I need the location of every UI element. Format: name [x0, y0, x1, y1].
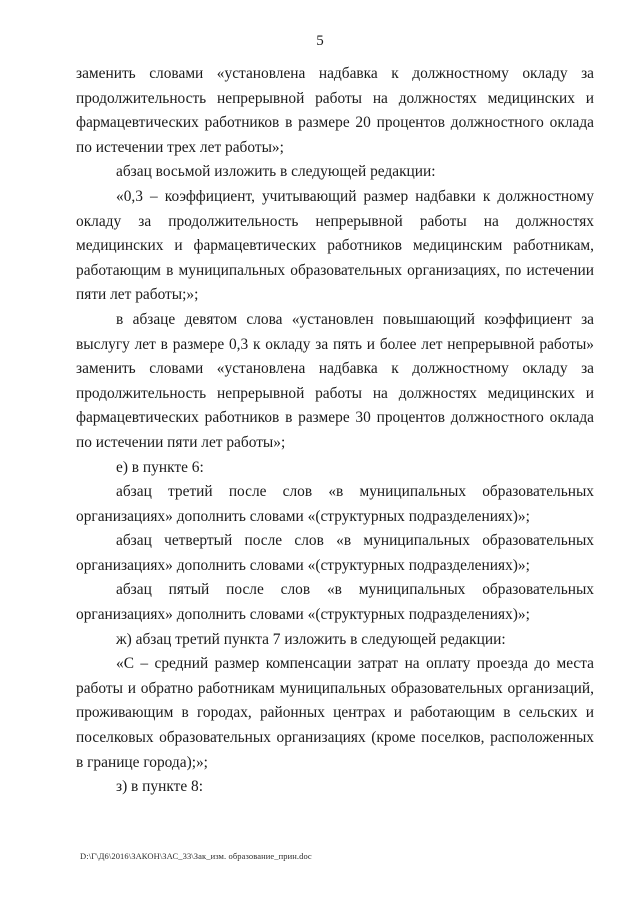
- paragraph: абзац восьмой изложить в следующей редакции:: [116, 163, 436, 181]
- paragraph: «0,3 – коэффициент, учитывающий размер надбавки к должностному окладу за продолжительность непрерывной работы на должностях медицинских и фармацевтических работников медицинским работникам, работающим в муниципальных образовательных организациях, по истечении пяти лет работы;»;: [76, 187, 594, 304]
- paragraph: е) в пункте 6:: [116, 458, 204, 476]
- paragraph: в абзаце девятом слова «установлен повышающий коэффициент за выслугу лет в размере 0,3 к окладу за пять и более лет непрерывной работы» заменить словами «установлена надбавка к должностному окладу за продолжительность непрерывной работы на должностях медицинских и фармацевтических работников в размере 30 процентов должностного оклада по истечении пяти лет работы»;: [76, 310, 594, 451]
- paragraph: «С – средний размер компенсации затрат на оплату проезда до места работы и обратно работникам муниципальных образовательных организаций, проживающим в городах, районных центрах и работающим в сельских и поселковых образовательных организациях (кроме поселков, расположенных в границе города);»;: [76, 655, 594, 771]
- paragraph: ж) абзац третий пункта 7 изложить в следующей редакции:: [116, 630, 506, 648]
- page-number: 5: [316, 33, 324, 49]
- paragraph: заменить словами «установлена надбавка к должностному окладу за продолжительность непрерывной работы на должностях медицинских и фармацевтических работников в размере 20 процентов должностного оклада по истечении трех лет работы»;: [76, 65, 594, 156]
- paragraph: абзац пятый после слов «в муниципальных образовательных организациях» дополнить словами «(структурных подразделениях)»;: [76, 581, 594, 624]
- paragraph: абзац четвертый после слов «в муниципальных образовательных организациях» дополнить словами «(структурных подразделениях)»;: [76, 532, 594, 574]
- document-body: [76, 62, 594, 800]
- paragraph: з) в пункте 8:: [116, 778, 203, 796]
- paragraph: абзац третий после слов «в муниципальных образовательных организациях» дополнить словами «(структурных подразделениях)»;: [76, 483, 594, 525]
- file-path-footer: D:\Г\Д6\2016\ЗАКОН\ЗАС_33\Зак_изм. образование_прин.doc: [80, 851, 312, 861]
